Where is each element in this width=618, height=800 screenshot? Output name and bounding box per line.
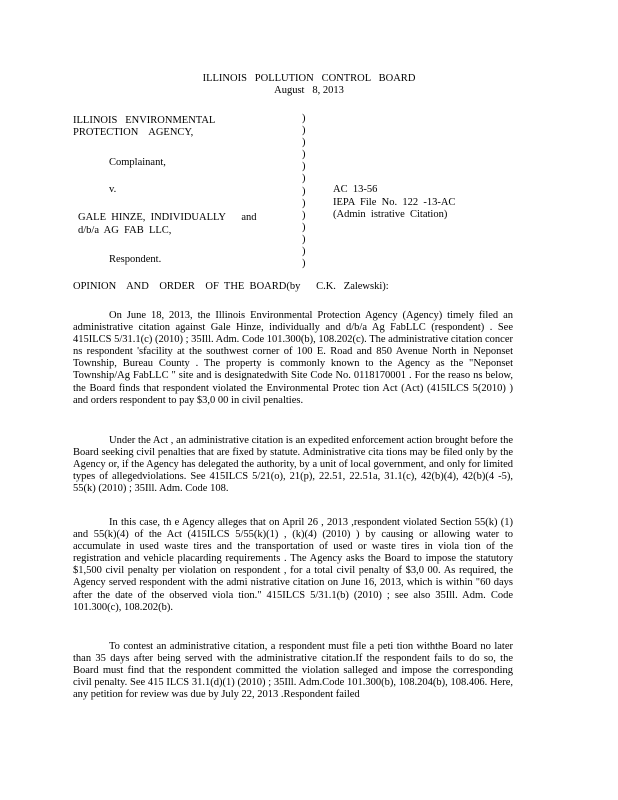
iepa-file-number: IEPA File No. 122 -13-AC (333, 197, 456, 208)
respondent-name-line1: GALE HINZE, INDIVIDUALLY and (78, 212, 257, 223)
complainant-role: Complainant, (109, 157, 166, 168)
caption-parentheses: ) ) ) ) ) ) ) ) ) ) ) ) ) (302, 113, 306, 270)
paragraph-1: On June 18, 2013, the Illinois Environmental Protection Agency (Agency) timely filed an administrative citation against Gale Hinze, individually and d/b/a Ag FabLLC (respondent) . See 415ILCS 5/31.1(c) (2010) ; 35Ill. Adm. Code 101.300(b), 108.202(c). The administrative citation concer ns respondent 'sfacility at the southwest corner of 100 E. Road and 850 Avenue North in Neponset Township, Bureau County . The property is commonly known to the Agency as the "Neponset Township/Ag FabLLC " site and is designatedwith Site Code No. 0118170001 . For the reaso ns below, the Board finds that respondent violated the Environmental Protec tion Act (Act) (415ILCS 5(2010) ) and orders respondent to pay $3,0 00 in civil penalties. (73, 310, 513, 406)
opinion-date: August 8, 2013 (274, 85, 344, 96)
paragraph-2: Under the Act , an administrative citation is an expedited enforcement action brought before the Board seeking civil penalties that are fixed by statute. Administrative cita tions may be filed only by the Agency or, if the Agency has delegated the authority, by a unit of local government, and only for limited types of allegedviolations. See 415ILCS 5/21(o), 21(p), 22.51, 22.51a, 31.1(c), 42(b)(4), 42(b)(4 -5), 55(k) (2010) ; 35Ill. Adm. Code 108. (73, 435, 513, 495)
board-title: ILLINOIS POLLUTION CONTROL BOARD (202, 73, 416, 84)
paragraph-4: To contest an administrative citation, a respondent must file a peti tion withthe Board no later than 35 days after being served with the administrative citation.If the respondent fails to do so, the Board must find that the respondent committed the violation salleged and impose the corresponding civil penalty. See 415 ILCS 31.1(d)(1) (2010) ; 35Ill. Adm.Code 101.300(b), 108.204(b), 108.406. Here, any petition for review was due by July 22, 2013 .Respondent failed (73, 641, 513, 701)
case-number: AC 13-56 (333, 184, 378, 195)
complainant-name-line1: ILLINOIS ENVIRONMENTAL (73, 115, 216, 126)
respondent-role: Respondent. (109, 254, 162, 265)
paragraph-3: In this case, th e Agency alleges that on April 26 , 2013 ,respondent violated Section 55(k) (1) and 55(k)(4) of the Act (415ILCS 5/55(k)(1) , (k)(4) (2010) ) by causing or allowing water to accumulate in used waste tires and the transportation of used or waste tires in viola tion of the registration and vehicle placarding requirements . The Agency asks the Board to impose the statutory $1,500 civil penalty per violation on respondent , for a total civil penalty of $3,0 00. As required, the Agency served respondent with the admi nistrative citation on June 16, 2013, which is within "60 days after the date of the observed viola tion." 415ILCS 5/31.1(b) (2010) ; see also 35Ill. Adm. Code 101.300(c), 108.202(b). (73, 517, 513, 613)
case-type: (Admin istrative Citation) (333, 209, 448, 220)
versus: v. (109, 184, 117, 195)
respondent-name-line2: d/b/a AG FAB LLC, (78, 225, 172, 236)
complainant-name-line2: PROTECTION AGENCY, (73, 127, 194, 138)
opinion-heading: OPINION AND ORDER OF THE BOARD(by C.K. Zalewski): (73, 281, 389, 292)
